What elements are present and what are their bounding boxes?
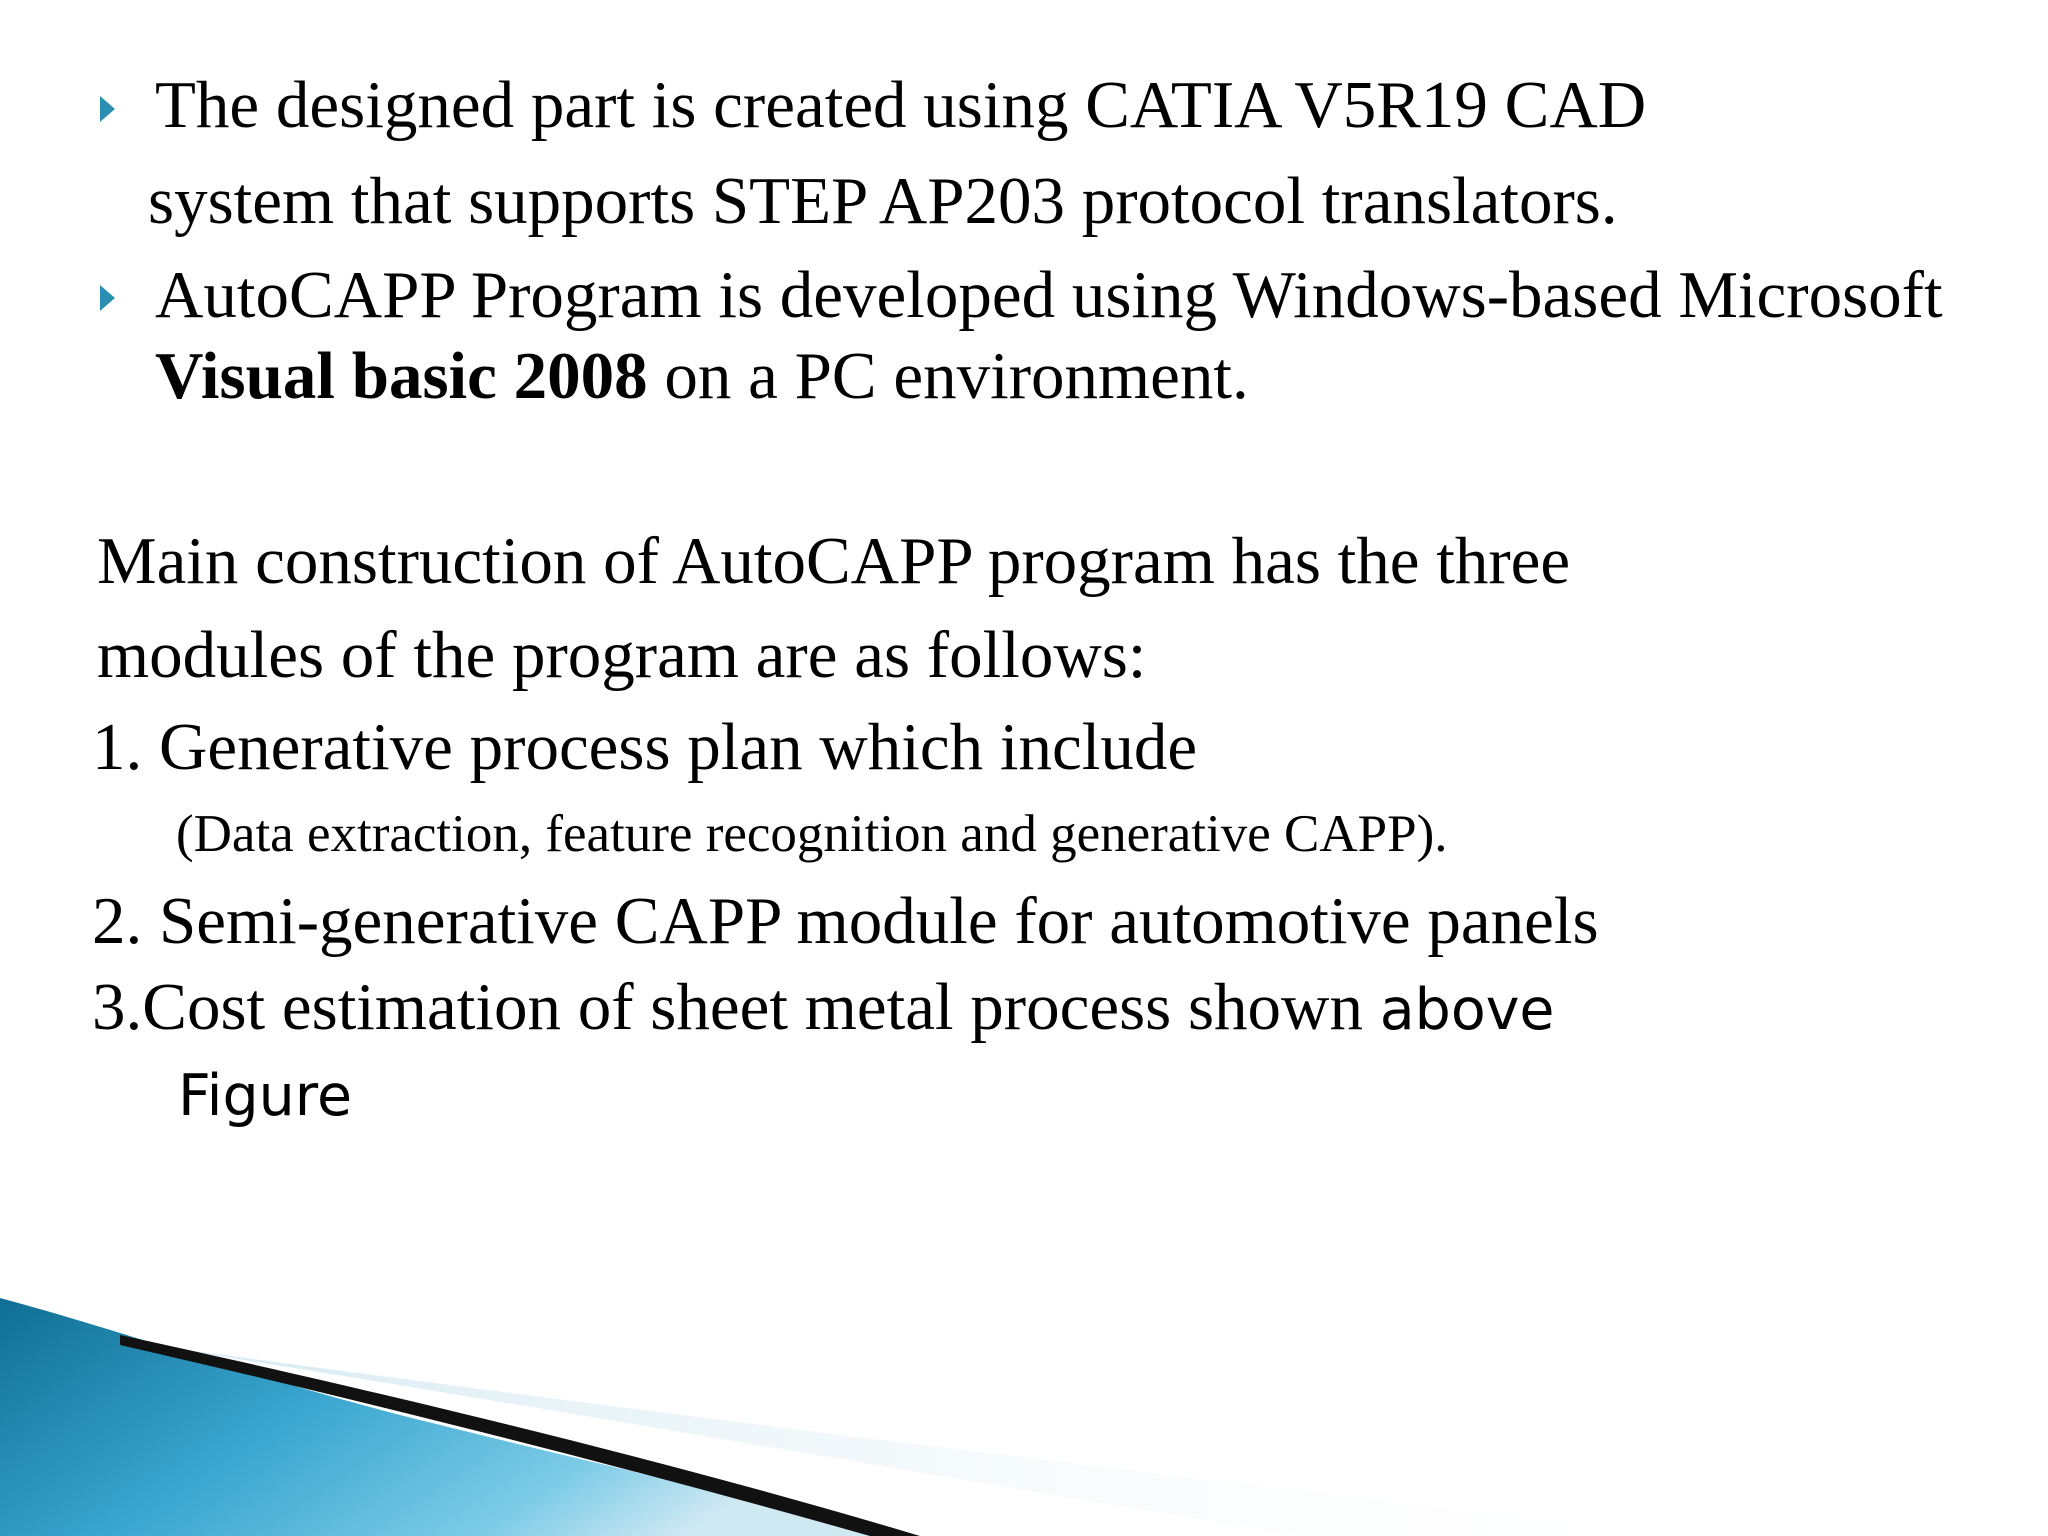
bullet-2-bold-text: Visual basic 2008 — [155, 339, 648, 413]
item-1-sub: (Data extraction, feature recognition and generative CAPP). — [176, 805, 1448, 863]
bullet-1-line-1: The designed part is created using CATIA V5R19 CAD — [155, 68, 1647, 142]
item-2: 2. Semi-generative CAPP module for automotive panels — [92, 884, 1599, 958]
bullet-1-line-2: system that supports STEP AP203 protocol translators. — [148, 164, 1618, 238]
item-1: 1. Generative process plan which include — [92, 710, 1198, 784]
intro-line-1: Main construction of AutoCAPP program has the three — [97, 524, 1571, 598]
bullet-2-rest-text: on a PC environment. — [647, 339, 1249, 413]
item-3-sans-text: above — [1379, 977, 1555, 1043]
bullet-arrow-icon — [100, 96, 115, 122]
item-3-serif-text: 3.Cost estimation of sheet metal process shown — [92, 970, 1380, 1044]
bullet-2-line-1: AutoCAPP Program is developed using Windows-based Microsoft — [155, 258, 1943, 332]
item-3-continuation: Figure — [178, 1063, 353, 1129]
bullet-arrow-icon — [100, 285, 115, 311]
intro-line-2: modules of the program are as follows: — [97, 618, 1147, 692]
item-3 — [92, 970, 1555, 1044]
bullet-2-line-2 — [155, 339, 1249, 413]
